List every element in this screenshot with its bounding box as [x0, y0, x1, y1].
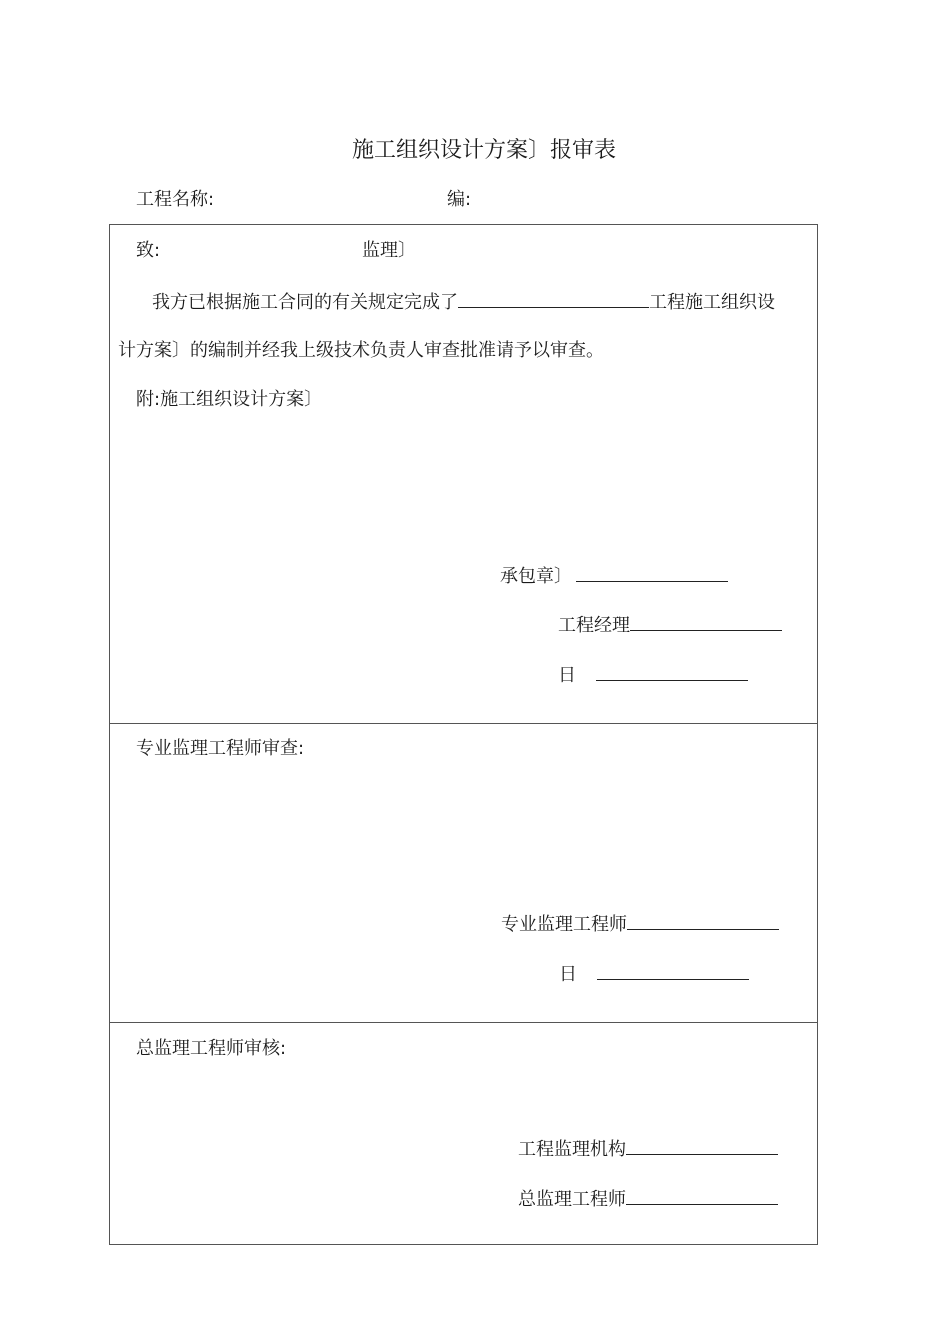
- date-label-2: 日: [559, 964, 577, 985]
- chief-engineer-label: 总监理工程师: [518, 1189, 626, 1210]
- contractor-seal-row: [500, 564, 728, 588]
- body-line-1: [152, 290, 775, 314]
- supervisor-label: 监理〕: [362, 240, 416, 261]
- body-line-2: 计方案〕的编制并经我上级技术负责人审查批准请予以审查。: [118, 340, 604, 361]
- chief-engineer-row: [518, 1187, 778, 1211]
- project-manager-line[interactable]: [630, 613, 782, 631]
- chief-review-heading: 总监理工程师审核:: [136, 1038, 287, 1059]
- date-row-1: [558, 663, 748, 687]
- date-label-1: 日: [558, 665, 576, 686]
- project-manager-label: 工程经理: [558, 615, 630, 636]
- date-line-2[interactable]: [597, 962, 749, 980]
- specialist-engineer-line[interactable]: [627, 912, 779, 930]
- specialist-engineer-row: [501, 912, 779, 936]
- contractor-seal-line[interactable]: [576, 564, 728, 582]
- chief-engineer-line[interactable]: [626, 1187, 778, 1205]
- date-row-2: [559, 962, 749, 986]
- number-label: 编:: [447, 189, 472, 210]
- body-line-1-suffix: 工程施工组织设: [649, 292, 775, 313]
- to-label: 致:: [136, 240, 161, 261]
- organization-line[interactable]: [626, 1137, 778, 1155]
- organization-label: 工程监理机构: [518, 1139, 626, 1160]
- project-name-label: 工程名称:: [136, 189, 215, 210]
- contractor-seal-label: 承包章〕: [500, 566, 572, 587]
- attachment-label: 附:施工组织设计方案〕: [136, 389, 323, 410]
- page-title: 施工组织设计方案〕报审表: [351, 138, 616, 163]
- specialist-engineer-label: 专业监理工程师: [501, 914, 627, 935]
- specialist-review-heading: 专业监理工程师审查:: [136, 738, 305, 759]
- body-line-1-text: 我方已根据施工合同的有关规定完成了: [152, 292, 458, 313]
- organization-row: [518, 1137, 778, 1161]
- project-blank-line[interactable]: [458, 290, 649, 308]
- project-manager-row: [558, 613, 782, 637]
- date-line-1[interactable]: [596, 663, 748, 681]
